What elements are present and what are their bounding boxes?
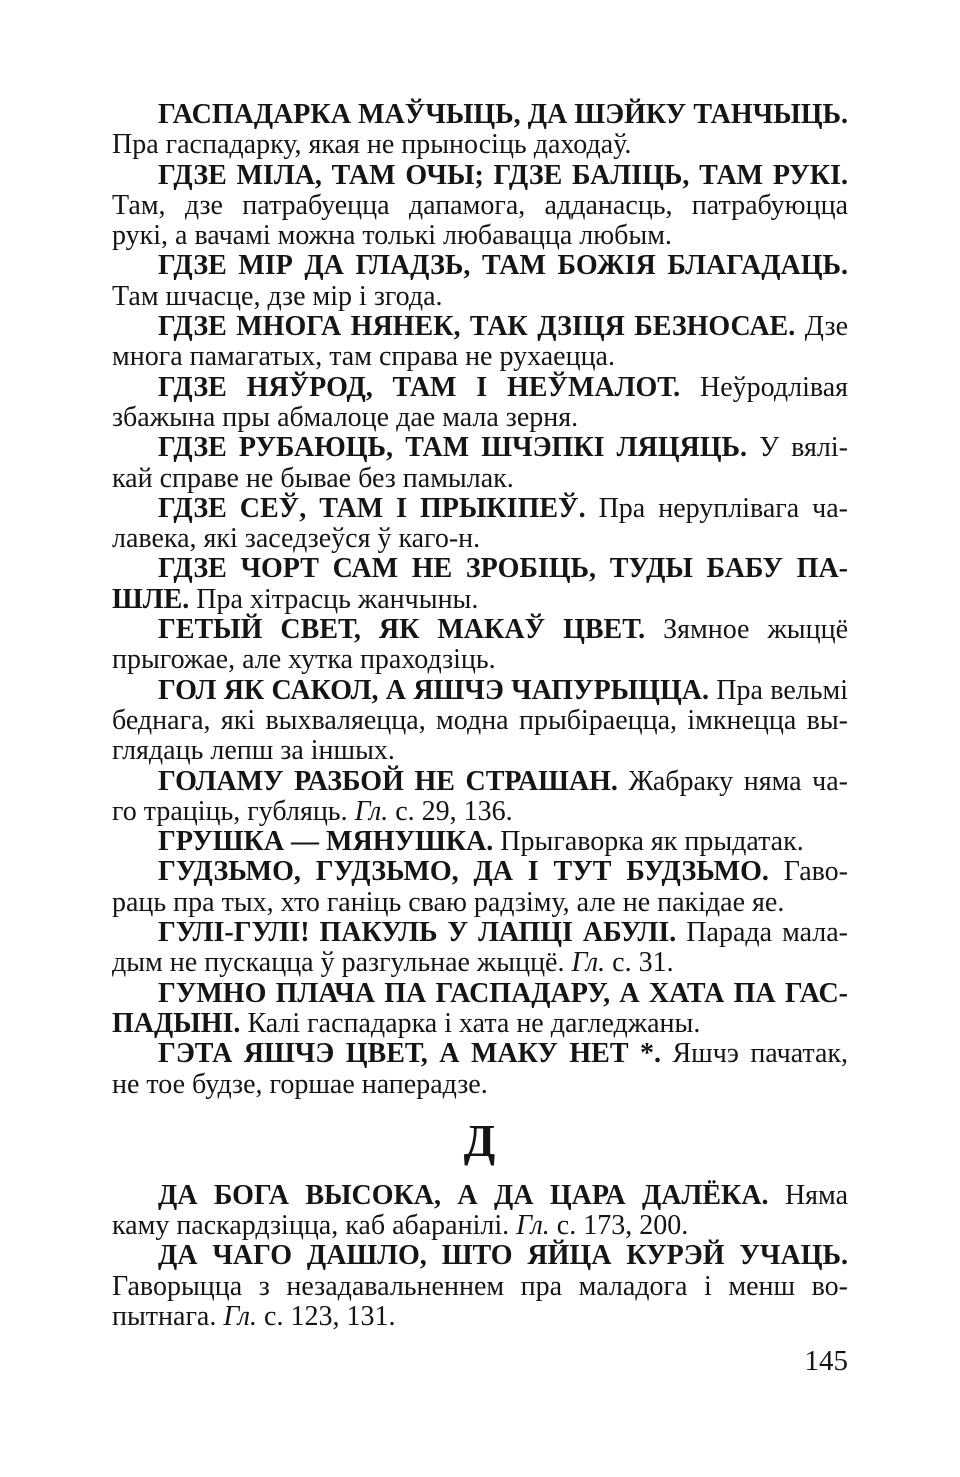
- page-number: 145: [804, 1345, 848, 1377]
- line-text: [112, 1069, 488, 1100]
- dictionary-entry: [112, 676, 848, 767]
- line-text: [158, 99, 848, 130]
- text-line: [112, 554, 848, 584]
- line-text: [112, 1210, 688, 1241]
- dictionary-entry: [112, 1181, 848, 1242]
- proverb-text: ГУЛІ-ГУЛІ! ПАКУЛЬ У ЛАПЦІ АБУЛІ.: [158, 917, 677, 949]
- proverb-text: ГРУШКА — МЯНУШКА.: [158, 826, 494, 858]
- text-line: [112, 1241, 848, 1271]
- text-line: [112, 1039, 848, 1069]
- explanation-text: прыгожае, але хутка праходзіць.: [112, 644, 496, 676]
- proverb-text: ДА ЧАГО ДАШЛО, ШТО ЯЙЦА КУРЭЙ УЧАЦЬ.: [158, 1240, 848, 1272]
- dictionary-entry: [112, 373, 848, 434]
- proverb-text: ГДЗЕ СЕЎ, ТАМ І ПРЫКІПЕЎ.: [158, 492, 586, 524]
- explanation-text: не тое будзе, горшае наперадзе.: [112, 1068, 488, 1100]
- text-line: [112, 191, 848, 221]
- line-text: [158, 826, 804, 857]
- text-line: [112, 827, 848, 857]
- explanation-text: кай справе не бывае без памылак.: [112, 462, 514, 494]
- proverb-text: ГАСПАДАРКА МАЎЧЫЦЬ, ДА ШЭЙКУ ТАНЧЫЦЬ.: [158, 99, 848, 130]
- explanation-text: Няма: [768, 1179, 848, 1211]
- line-text: [158, 1240, 848, 1271]
- explanation-text: го траціць, губляць.: [112, 795, 355, 827]
- proverb-text: ГДЗЕ НЯЎРОД, ТАМ І НЕЎМАЛОТ.: [158, 371, 681, 403]
- line-text: [158, 856, 848, 887]
- dictionary-entry: [112, 312, 848, 373]
- line-text: [112, 341, 615, 372]
- explanation-text: Зямное жыццё: [645, 614, 849, 646]
- dictionary-entry: [112, 161, 848, 252]
- section-heading: Д: [463, 1114, 497, 1166]
- explanation-text: глядаць лепш за іншых.: [112, 735, 395, 767]
- text-line: [112, 161, 848, 191]
- cross-ref-text: Гл.: [516, 1210, 550, 1242]
- text-line: [112, 282, 848, 312]
- text-line: [112, 433, 848, 463]
- dictionary-entry: [112, 251, 848, 312]
- dictionary-entry: [112, 100, 848, 161]
- proverb-text: ДА БОГА ВЫСОКА, А ДА ЦАРА ДАЛЁКА.: [158, 1179, 769, 1211]
- explanation-text: Жабраку няма ча-: [617, 765, 848, 797]
- text-line: [112, 1070, 848, 1100]
- dictionary-entry: [112, 918, 848, 979]
- line-text: [112, 584, 478, 615]
- proverb-text: ГДЗЕ РУБАЮЦЬ, ТАМ ШЧЭПКІ ЛЯЦЯЦЬ.: [158, 432, 748, 464]
- line-text: [112, 705, 848, 736]
- text-line: [112, 524, 848, 554]
- explanation-text: Неўродлівая: [680, 371, 849, 403]
- explanation-text: Там, дзе патрабуецца дапамога, адданасць, патрабуюцца: [112, 189, 848, 221]
- explanation-text: збажына пры абмалоце дае мала зерня.: [112, 401, 579, 433]
- explanation-text: с. 173, 200.: [549, 1210, 689, 1242]
- line-text: [112, 1271, 848, 1302]
- proverb-text: ГДЗЕ ЧОРТ САМ НЕ ЗРОБІЦЬ, ТУДЫ БАБУ ПА-: [158, 553, 848, 585]
- line-text: [158, 493, 848, 524]
- text-line: [112, 251, 848, 281]
- explanation-text: каму паскардзіцца, каб абаранілі.: [112, 1210, 517, 1242]
- line-text: [158, 432, 848, 463]
- text-line: [112, 1272, 848, 1302]
- dictionary-entry: [112, 615, 848, 676]
- explanation-text: Парада мала-: [676, 917, 848, 949]
- line-text: [112, 735, 395, 766]
- proverb-text: ГДЗЕ МІР ДА ГЛАДЗЬ, ТАМ БОЖІЯ БЛАГАДАЦЬ.: [158, 250, 848, 282]
- dictionary-entry: [112, 494, 848, 555]
- dictionary-entry: [112, 767, 848, 828]
- explanation-text: Гаворыцца з незадавальненнем пра маладога і менш во-: [112, 1270, 848, 1302]
- explanation-text: раць пра тых, хто ганіць сваю радзіму, але не пакідае яе.: [112, 886, 785, 918]
- explanation-text: рукі, а вачамі можна толькі любавацца любым.: [112, 220, 672, 252]
- proverb-text: ШЛЕ.: [112, 583, 190, 615]
- explanation-text: с. 31.: [605, 947, 674, 979]
- text-line: [112, 615, 848, 645]
- text-line: [112, 1302, 848, 1332]
- explanation-text: Яшчэ пачатак,: [661, 1038, 849, 1070]
- proverb-text: ГОЛАМУ РАЗБОЙ НЕ СТРАШАН.: [158, 765, 618, 797]
- text-line: [112, 645, 848, 675]
- proverb-text: ГОЛ ЯК САКОЛ, А ЯШЧЭ ЧАПУРЫЦЦА.: [158, 674, 709, 706]
- line-text: [112, 402, 578, 433]
- line-text: [158, 160, 848, 191]
- text-line: [112, 797, 848, 827]
- proverb-text: ГУДЗЬМО, ГУДЗЬМО, ДА І ТУТ БУДЗЬМО.: [158, 856, 769, 888]
- text-line: [112, 736, 848, 766]
- explanation-text: беднага, які выхваляецца, модна прыбіраецца, імкнецца вы-: [112, 704, 848, 736]
- line-text: [158, 978, 848, 1009]
- explanation-text: лавека, які заседзеўся ў каго-н.: [112, 523, 481, 555]
- text-line: [112, 857, 848, 887]
- line-text: [158, 766, 848, 797]
- explanation-text: Гаво-: [768, 856, 848, 888]
- line-text: [112, 1301, 395, 1332]
- text-line: [112, 312, 848, 342]
- line-text: [158, 675, 848, 706]
- explanation-text: Пра неруплівага ча-: [585, 492, 848, 524]
- proverb-text: ПАДЫНІ.: [112, 1007, 241, 1039]
- line-text: [112, 129, 631, 160]
- line-text: [112, 644, 496, 675]
- proverb-text: ГЭТА ЯШЧЭ ЦВЕТ, А МАКУ НЕТ *.: [158, 1038, 662, 1070]
- line-text: [112, 220, 672, 251]
- text-line: [112, 1211, 848, 1241]
- explanation-text: Пра хітрасць жанчыны.: [189, 583, 479, 615]
- explanation-text: У вялі-: [747, 432, 848, 464]
- proverb-text: ГДЗЕ МНОГА НЯНЕК, ТАК ДЗІЦЯ БЕЗНОСАЕ.: [158, 311, 796, 343]
- dictionary-entry: [112, 433, 848, 494]
- explanation-text: Прыгаворка як прыдатак.: [493, 826, 804, 858]
- text-line: [112, 676, 848, 706]
- text-column: [112, 100, 848, 1332]
- explanation-text: Калі гаспадарка і хата не дагледжаны.: [240, 1007, 701, 1039]
- line-text: [112, 463, 514, 494]
- text-line: [112, 494, 848, 524]
- explanation-text: пытнага.: [112, 1300, 224, 1332]
- text-line: [112, 100, 848, 130]
- text-line: [112, 342, 848, 372]
- text-line: [112, 585, 848, 615]
- explanation-text: Пра вельмі: [708, 674, 849, 706]
- line-text: [112, 523, 480, 554]
- text-line: [112, 767, 848, 797]
- line-text: [112, 281, 443, 312]
- explanation-text: Пра гаспадарку, якая не прыносіць даходаў.: [112, 129, 632, 161]
- text-line: [112, 1181, 848, 1211]
- text-line: [112, 373, 848, 403]
- dictionary-entry: [112, 1241, 848, 1332]
- line-text: [112, 190, 848, 221]
- text-line: [112, 706, 848, 736]
- line-text: [112, 947, 674, 978]
- text-line: [112, 464, 848, 494]
- proverb-text: ГУМНО ПЛАЧА ПА ГАСПАДАРУ, А ХАТА ПА ГАС-: [158, 977, 848, 1009]
- explanation-text: дым не пускацца ў разгульнае жыццё.: [112, 947, 572, 979]
- proverb-text: ГЕТЫЙ СВЕТ, ЯК МАКАЎ ЦВЕТ.: [158, 614, 646, 646]
- line-text: [112, 887, 784, 918]
- text-line: [112, 130, 848, 160]
- line-text: [112, 1008, 700, 1039]
- dictionary-entry: [112, 979, 848, 1040]
- line-text: [158, 1038, 848, 1069]
- text-line: [112, 979, 848, 1009]
- proverb-text: ГДЗЕ МІЛА, ТАМ ОЧЫ; ГДЗЕ БАЛІЦЬ, ТАМ РУКІ.: [158, 159, 848, 191]
- cross-ref-text: Гл.: [354, 795, 389, 827]
- text-line: [112, 1009, 848, 1039]
- explanation-text: с. 123, 131.: [257, 1300, 396, 1332]
- text-line: [112, 918, 848, 948]
- text-line: [112, 888, 848, 918]
- dictionary-entry: [112, 1039, 848, 1100]
- line-text: [158, 917, 848, 948]
- explanation-text: многа памагатых, там справа не рухаецца.: [112, 341, 615, 373]
- cross-ref-text: Гл.: [223, 1300, 258, 1332]
- dictionary-entry: [112, 554, 848, 615]
- line-text: [158, 1180, 848, 1211]
- explanation-text: с. 29, 136.: [388, 795, 513, 827]
- explanation-text: Там шчасце, дзе мір і згода.: [112, 280, 443, 312]
- dictionary-entry: [112, 827, 848, 857]
- text-line: [112, 221, 848, 251]
- line-text: [158, 614, 848, 645]
- explanation-text: Дзе: [795, 311, 848, 343]
- line-text: [112, 796, 513, 827]
- line-text: [158, 372, 848, 403]
- text-line: [112, 948, 848, 978]
- line-text: [158, 311, 848, 342]
- text-line: [112, 403, 848, 433]
- line-text: [158, 250, 848, 281]
- line-text: [158, 553, 848, 584]
- dictionary-entry: [112, 857, 848, 918]
- cross-ref-text: Гл.: [571, 947, 606, 979]
